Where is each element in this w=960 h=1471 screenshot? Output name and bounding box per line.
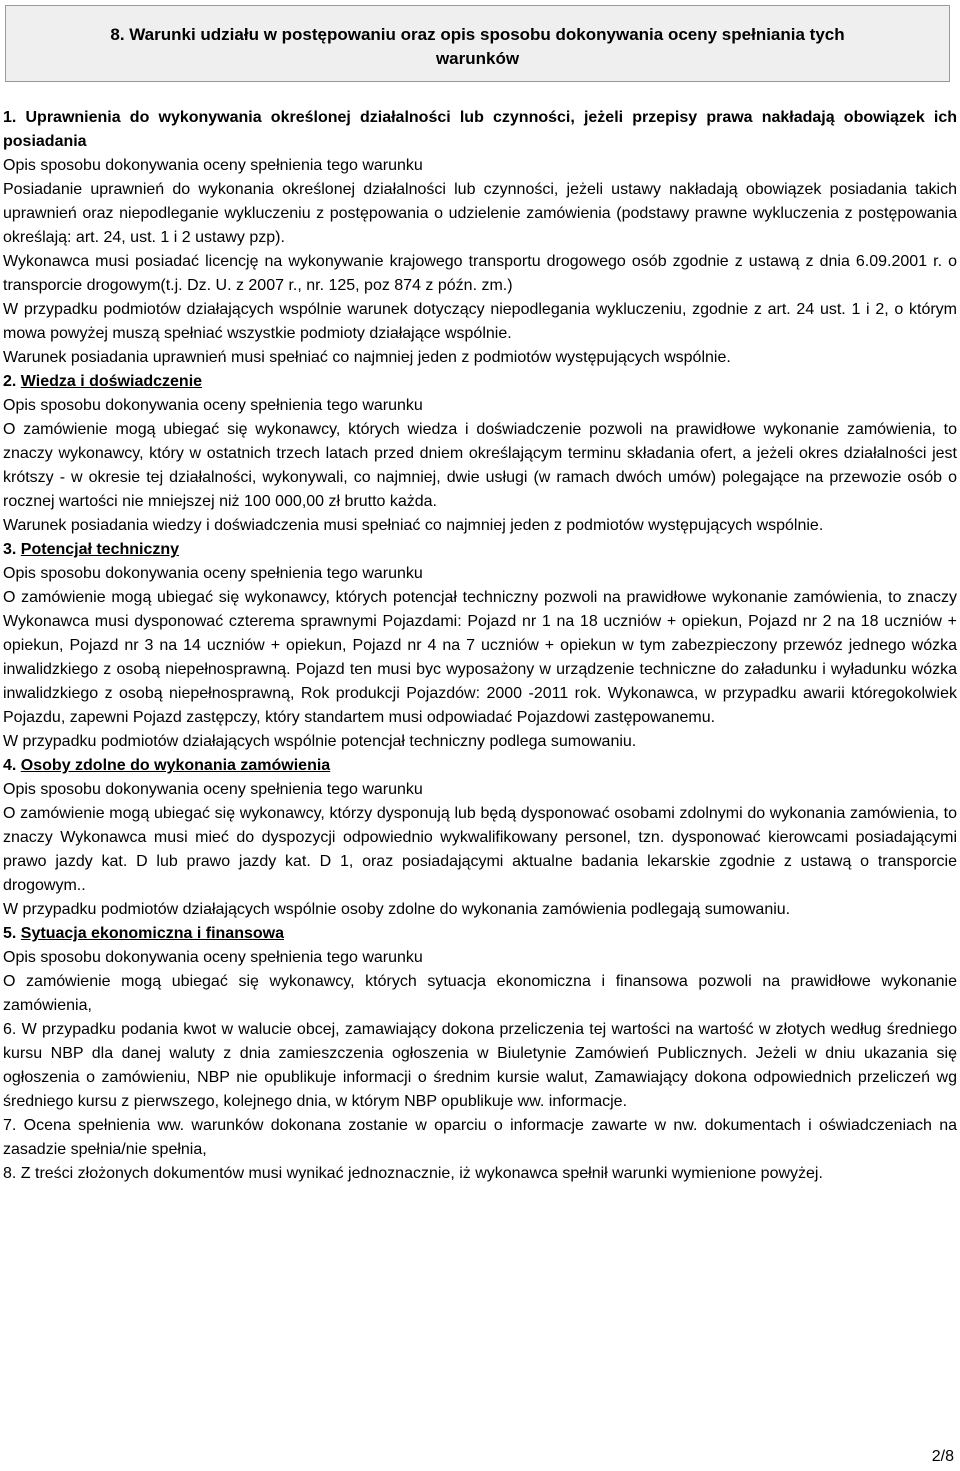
s2-heading (3, 370, 957, 394)
s4-title: Osoby zdolne do wykonania zamówienia (20, 757, 331, 774)
s4-paragraph-1: O zamówienie mogą ubiegać się wykonawcy, którzy dysponują lub będą dysponować osobami zdolnymi do wykonania zamówienia, to znaczy Wykonawca musi mieć do dyspozycji odpowiednio wykwalifikowany personel, tzn. dysponować kierowcami posiadającymi prawo jazdy kat. D lub prawo jazdy kat. D 1, oraz posiadającymi aktualne badania lekarskie zgodnie z ustawą o transporcie drogowym.. (3, 805, 957, 894)
s1-paragraph-1: Posiadanie uprawnień do wykonania określonej działalności lub czynności, jeżeli ustawy nakładają obowiązek posiadania takich uprawnień oraz niepodleganie wykluczeniu z postępowania o udzielenie zamówienia (podstawy prawne wykluczenia z postępowania określają: art. 24, ust. 1 i 2 ustawy pzp). (3, 181, 957, 246)
s5-title: Sytuacja ekonomiczna i finansowa (20, 925, 284, 942)
document-body (3, 106, 957, 1186)
s3-number: 3. (3, 541, 21, 558)
s3-paragraph-2: W przypadku podmiotów działających wspólnie potencjał techniczny podlega sumowaniu. (3, 733, 637, 750)
s1-assessment-label: Opis sposobu dokonywania oceny spełnienia tego warunku (3, 157, 423, 174)
s2-assessment-label: Opis sposobu dokonywania oceny spełnienia tego warunku (3, 397, 423, 414)
s1-paragraph-2: Wykonawca musi posiadać licencję na wykonywanie krajowego transportu drogowego osób zgodnie z ustawą z dnia 6.09.2001 r. o transporcie drogowym(t.j. Dz. U. z 2007 r., nr. 125, poz 874 z późn. zm.) (3, 253, 957, 294)
s4-paragraph-2: W przypadku podmiotów działających wspólnie osoby zdolne do wykonania zamówienia podlegają sumowaniu. (3, 901, 791, 918)
s2-paragraph-2: Warunek posiadania wiedzy i doświadczenia musi spełniać co najmniej jeden z podmiotów występujących wspólnie. (3, 517, 824, 534)
s3-paragraph-1: O zamówienie mogą ubiegać się wykonawcy, których potencjał techniczny pozwoli na prawidłowe wykonanie zamówienia, to znaczy Wykonawca musi dysponować czterema sprawnymi Pojazdami: Pojazd nr 1 na 18 uczniów + opiekun, Pojazd nr 2 na 18 uczniów + opiekun, Pojazd nr 3 na 14 uczniów + opiekun, Pojazd nr 4 na 7 uczniów + opiekun w tym zabezpieczony przewóz jednego wózka inwalidzkiego z osobą niepełnosprawną. Pojazd ten musi byc wyposażony w urządzenie techniczne do załadunku i wyładunku wózka inwalidzkiego z osobą niepełnosprawną, Rok produkcji Pojazdów: 2000 -2011 rok. Wykonawca, w przypadku awarii któregokolwiek Pojazdu, zapewni Pojazd zastępczy, który standartem musi odpowiadać Pojazdowi zastępowanemu. (3, 589, 957, 726)
s4-number: 4. (3, 757, 21, 774)
s1-heading: 1. Uprawnienia do wykonywania określonej działalności lub czynności, jeżeli przepisy prawa nakładają obowiązek ich posiadania (3, 109, 957, 150)
s2-paragraph-1: O zamówienie mogą ubiegać się wykonawcy, których wiedza i doświadczenie pozwoli na prawidłowe wykonanie zamówienia, to znaczy wykonawcy, który w ostatnich trzech latach przed dniem określającym terminu składania ofert, a jeżeli okres działalności jest krótszy - w okresie tej działalności, wykonywali, co najmniej, dwie usługi (w ramach dwóch umów) polegające na przewozie osób o rocznej wartości nie mniejszej niż 100 000,00 zł brutto każda. (3, 421, 957, 510)
s5-number: 5. (3, 925, 21, 942)
s3-heading (3, 538, 957, 562)
s5-heading (3, 922, 957, 946)
s3-assessment-label: Opis sposobu dokonywania oceny spełnienia tego warunku (3, 565, 423, 582)
s5-paragraph-1: O zamówienie mogą ubiegać się wykonawcy, których sytuacja ekonomiczna i finansowa pozwoli na prawidłowe wykonanie zamówienia, (3, 973, 957, 1014)
s4-assessment-label: Opis sposobu dokonywania oceny spełnienia tego warunku (3, 781, 423, 798)
point-8-paragraph: 8. Z treści złożonych dokumentów musi wynikać jednoznacznie, iż wykonawca spełnił warunki wymienione powyżej. (3, 1165, 823, 1182)
s4-heading (3, 754, 957, 778)
section-heading-line-1: 8. Warunki udziału w postępowaniu oraz opis sposobu dokonywania oceny spełniania tych (110, 25, 845, 44)
s5-assessment-label: Opis sposobu dokonywania oceny spełnienia tego warunku (3, 949, 423, 966)
s2-number: 2. (3, 373, 21, 390)
section-header-box (5, 5, 950, 82)
point-7-paragraph: 7. Ocena spełnienia ww. warunków dokonana zostanie w oparciu o informacje zawarte w nw. dokumentach i oświadczeniach na zasadzie spełnia/nie spełnia, (3, 1117, 957, 1158)
s1-paragraph-3: W przypadku podmiotów działających wspólnie warunek dotyczący niepodlegania wykluczeniu, zgodnie z art. 24 ust. 1 i 2, o którym mowa powyżej muszą spełniać wszystkie podmioty działające wspólnie. (3, 301, 957, 342)
s3-title: Potencjał techniczny (20, 541, 180, 558)
s2-title: Wiedza i doświadczenie (20, 373, 203, 390)
s1-paragraph-4: Warunek posiadania uprawnień musi spełniać co najmniej jeden z podmiotów występujących wspólnie. (3, 349, 731, 366)
point-6-paragraph: 6. W przypadku podania kwot w walucie obcej, zamawiający dokona przeliczenia tej wartości na wartość w złotych według średniego kursu NBP dla danej waluty z dnia zamieszczenia ogłoszenia w Biuletynie Zamówień Publicznych. Jeżeli w dniu ukazania się ogłoszenia o zamówieniu, NBP nie opublikuje informacji o średnim kursie walut, Zamawiający dokona odpowiednich przeliczeń wg średniego kursu z pierwszego, kolejnego dnia, w którym NBP opublikuje ww. informacje. (3, 1021, 957, 1110)
page-number: 2/8 (931, 1448, 954, 1465)
section-heading-line-2: warunków (435, 49, 520, 68)
